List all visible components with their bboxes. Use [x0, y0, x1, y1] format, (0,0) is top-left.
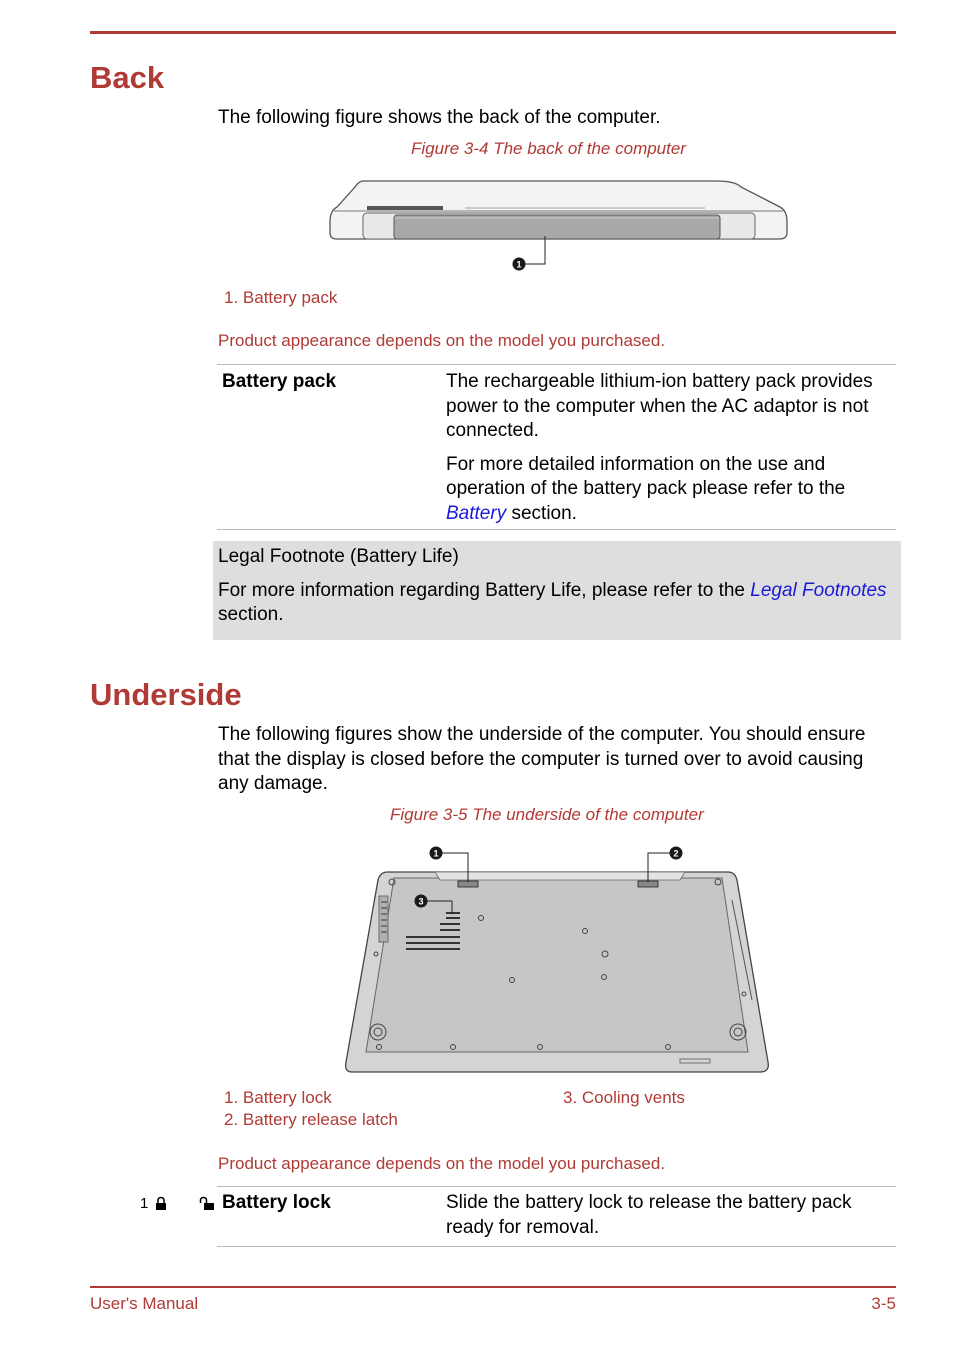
callout-1-label: 1 [516, 259, 522, 270]
battery-link[interactable]: Battery [446, 502, 507, 524]
desc-text: For more detailed information on the use and operation of the battery pack please refer to the [446, 453, 846, 499]
section-heading-underside: Underside [90, 677, 242, 712]
row-number: 1 [140, 1195, 149, 1212]
footnote-text: section. [218, 604, 284, 625]
callout-1-label: 1 [433, 848, 439, 859]
desc-text: section. [506, 502, 577, 524]
figure-caption-back: Figure 3-4 The back of the computer [411, 139, 686, 158]
legend-battery-pack: 1. Battery pack [224, 288, 338, 307]
footer-rule [90, 1286, 896, 1288]
desc-battery-pack [446, 370, 886, 526]
model-note-back: Product appearance depends on the model you purchased. [218, 331, 666, 350]
legal-footnotes-link[interactable]: Legal Footnotes [750, 579, 887, 601]
footer-title: User's Manual [90, 1294, 199, 1313]
table-bottom-line [217, 1246, 896, 1247]
page-number: 3-5 [871, 1294, 896, 1313]
desc-battery-pack-2 [446, 453, 886, 527]
legal-footnote-text [218, 579, 888, 628]
desc-battery-lock: Slide the battery lock to release the battery pack ready for removal. [446, 1192, 852, 1238]
back-intro: The following figure shows the back of the computer. [218, 107, 661, 128]
desc-battery-pack-1: The rechargeable lithium-ion battery pack provides power to the computer when the AC adaptor is not connected. [446, 371, 873, 441]
underside-intro: The following figures show the underside of the computer. You should ensure that the display is closed before the computer is turned over to avoid causing any damage. [218, 724, 866, 794]
callout-2-label: 2 [673, 848, 679, 859]
laptop-back-figure [325, 175, 795, 275]
term-battery-pack: Battery pack [222, 371, 337, 392]
lock-open-icon [199, 1196, 215, 1212]
figure-caption-underside: Figure 3-5 The underside of the computer [390, 805, 704, 824]
laptop-underside-figure [340, 840, 776, 1078]
header-rule [90, 31, 896, 34]
footnote-text: For more information regarding Battery Life, please refer to the [218, 579, 751, 601]
section-heading-back: Back [90, 60, 165, 95]
model-note-underside: Product appearance depends on the model you purchased. [218, 1154, 666, 1173]
battery-pack-shape [394, 215, 720, 239]
legend-cooling-vents: 3. Cooling vents [563, 1088, 685, 1107]
table-top-line [217, 364, 896, 365]
lock-closed-icon [154, 1196, 168, 1212]
table-bottom-line [217, 529, 896, 530]
legal-footnote [218, 545, 888, 628]
term-battery-lock: Battery lock [222, 1192, 331, 1213]
legend-battery-release-latch: 2. Battery release latch [224, 1110, 398, 1129]
table-top-line [217, 1186, 896, 1187]
legend-battery-lock: 1. Battery lock [224, 1088, 332, 1107]
legal-footnote-title: Legal Footnote (Battery Life) [218, 546, 459, 567]
callout-3-label: 3 [418, 896, 424, 907]
